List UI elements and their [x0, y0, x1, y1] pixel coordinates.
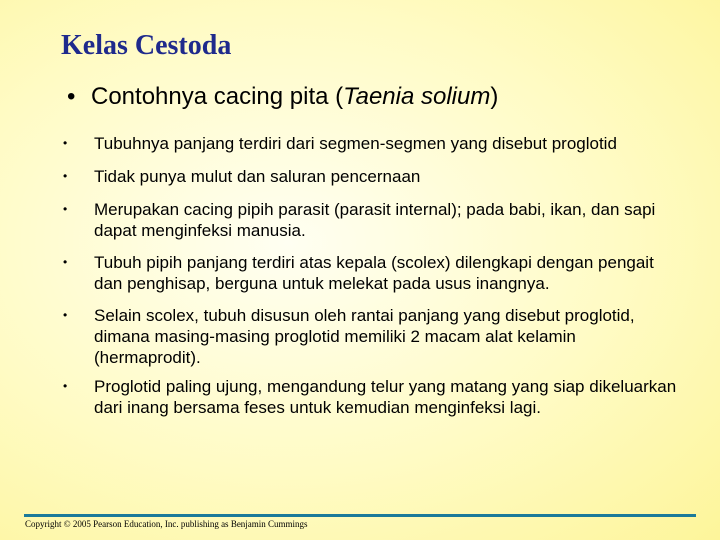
sub-bullet-marker: •	[63, 308, 68, 322]
sub-bullet-marker: •	[63, 169, 68, 183]
copyright-notice: Copyright © 2005 Pearson Education, Inc. publishing as Benjamin Cummings	[25, 519, 308, 529]
sub-bullet-text: Merupakan cacing pipih parasit (parasit internal); pada babi, ikan, dan sapi dapat menginfeksi manusia.	[94, 200, 656, 240]
main-bullet-text-after: )	[490, 83, 499, 110]
sub-bullet-text: Tidak punya mulut dan saluran pencernaan	[94, 167, 421, 186]
main-bullet-marker: •	[67, 83, 76, 110]
main-bullet-italic-species: Taenia solium	[343, 83, 491, 110]
sub-bullet-text: Proglotid paling ujung, mengandung telur yang matang yang siap dikeluarkan dari inang bersama feses untuk kemudian menginfeksi lagi.	[94, 377, 677, 417]
sub-bullet-marker: •	[63, 136, 68, 150]
sub-bullet-marker: •	[63, 202, 68, 216]
sub-bullet-text: Tubuh pipih panjang terdiri atas kepala (scolex) dilengkapi dengan pengait dan penghisap, berguna untuk melekat pada usus inangnya.	[94, 253, 654, 293]
main-bullet-text-before: Contohnya cacing pita (	[91, 83, 344, 110]
footer-divider	[24, 514, 696, 517]
main-bullet	[67, 83, 498, 111]
sub-bullet-marker: •	[63, 379, 68, 393]
sub-bullet-text: Selain scolex, tubuh disusun oleh rantai panjang yang disebut proglotid, dimana masing-masing proglotid memiliki 2 macam alat kelamin (hermaprodit).	[94, 306, 635, 367]
slide-title: Kelas Cestoda	[61, 30, 232, 61]
sub-bullet-marker: •	[63, 255, 68, 269]
sub-bullet-text: Tubuhnya panjang terdiri dari segmen-segmen yang disebut proglotid	[94, 134, 617, 153]
